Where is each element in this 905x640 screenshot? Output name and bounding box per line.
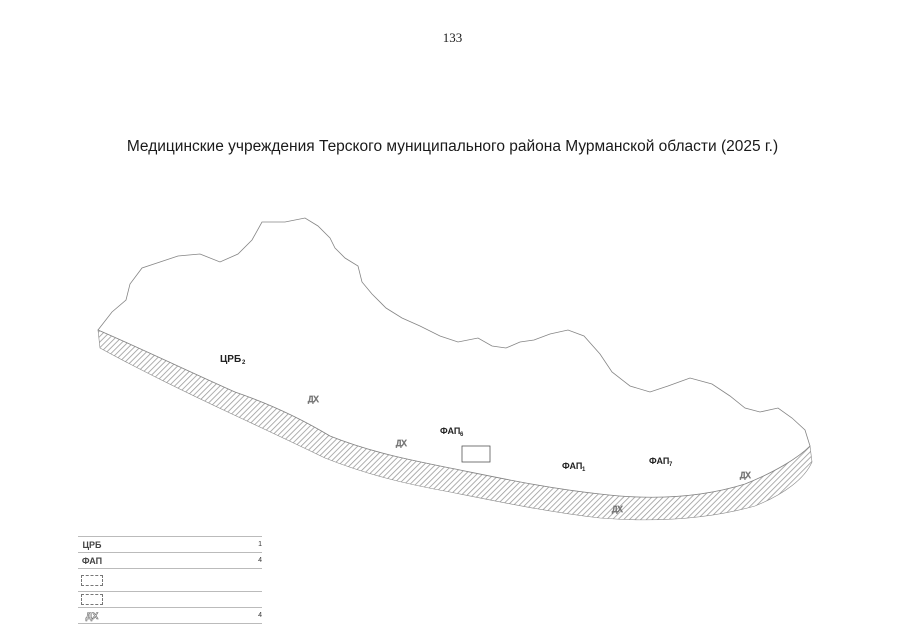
legend <box>78 536 262 624</box>
legend-count: 4 <box>258 557 262 564</box>
legend-symbol-box <box>78 594 106 605</box>
fap-label-2: ФАП <box>562 461 583 471</box>
legend-count: 4 <box>258 612 262 619</box>
legend-symbol-dh: ДХ <box>85 610 99 621</box>
legend-row-dh <box>78 608 262 624</box>
dh-label-2: ДХ <box>396 439 407 448</box>
dashed-box-icon <box>81 575 103 586</box>
dashed-box-icon <box>81 594 103 605</box>
dh-label-1: ДХ <box>308 395 319 404</box>
crb-label: ЦРБ <box>220 354 242 365</box>
legend-count: 1 <box>258 541 262 548</box>
legend-symbol-box <box>78 575 106 586</box>
fap-label-3: ФАП <box>649 456 670 466</box>
map-title: Медицинские учреждения Терского муниципального района Мурманской области (2025 г.) <box>126 138 779 155</box>
legend-row-crb <box>78 536 262 553</box>
fap-sub-2: 1 <box>582 467 586 473</box>
dh-label-4: ДХ <box>740 471 751 480</box>
fap-sub-1: 6 <box>460 432 464 438</box>
page-number: 133 <box>442 30 463 45</box>
crb-sub: 2 <box>242 360 246 366</box>
fap-sub-3: 7 <box>669 462 673 468</box>
district-land <box>98 218 810 497</box>
legend-row-fap <box>78 553 262 569</box>
legend-row-box <box>78 592 262 608</box>
legend-row-box <box>78 569 262 592</box>
legend-symbol-crb: ЦРБ <box>82 539 102 550</box>
dh-label-3: ДХ <box>612 505 623 514</box>
fap-label-1: ФАП <box>440 426 461 436</box>
legend-symbol-fap: ФАП <box>81 555 103 566</box>
